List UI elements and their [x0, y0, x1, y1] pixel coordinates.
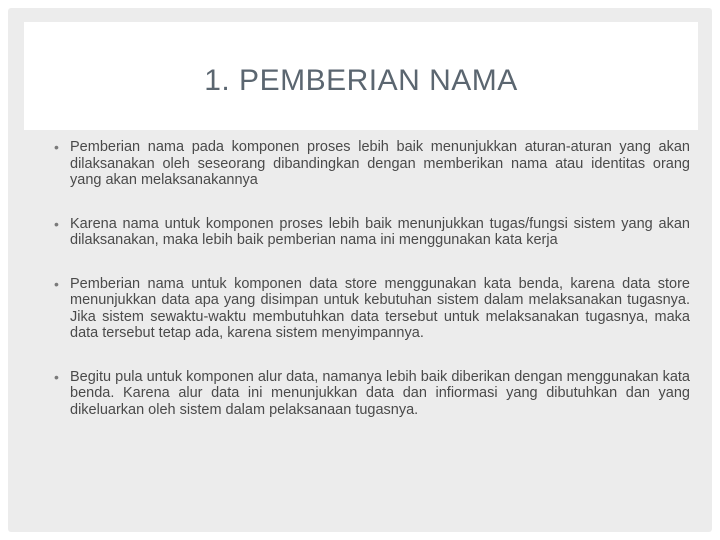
bullet-dot-icon: •: [54, 368, 59, 385]
title-box: [24, 22, 698, 130]
slide-title: 1. PEMBERIAN NAMA: [204, 64, 518, 97]
bullet-item: [54, 276, 690, 342]
bullet-item: [54, 139, 690, 189]
bullet-dot-icon: •: [54, 215, 59, 232]
slide: [8, 8, 712, 532]
bullet-dot-icon: •: [54, 139, 59, 155]
bullet-text: Karena nama untuk komponen proses lebih baik menunjukkan tugas/fungsi sistem yang akan dilaksanakan, maka lebih baik pemberian nama ini menggunakan kata kerja: [70, 215, 690, 248]
bullet-list: [54, 139, 690, 445]
bullet-item: [54, 369, 690, 419]
bullet-text: Pemberian nama pada komponen proses lebih baik menunjukkan aturan-aturan yang akan dilaksanakan oleh seseorang dibandingkan dengan memberikan nama atau identitas orang yang akan melaksanakannya: [70, 139, 690, 188]
bullet-text: Begitu pula untuk komponen alur data, namanya lebih baik diberikan dengan menggunakan kata benda. Karena alur data ini menunjukkan data dan infiormasi yang dibutuhkan dan yang dikeluarkan oleh sistem dalam pelaksanaan tugasnya.: [70, 368, 690, 418]
bullet-text: Pemberian nama untuk komponen data store menggunakan kata benda, karena data store menunjukkan data apa yang disimpan untuk kebutuhan sistem dalam melaksanakan tugasnya. Jika sistem sewaktu-waktu membutuhkan data tersebut untuk melaksanakan tugasnya, maka data tersebut tetap ada, karena sistem menyimpannya.: [70, 275, 690, 341]
bullet-item: [54, 216, 690, 249]
bullet-dot-icon: •: [54, 275, 59, 292]
